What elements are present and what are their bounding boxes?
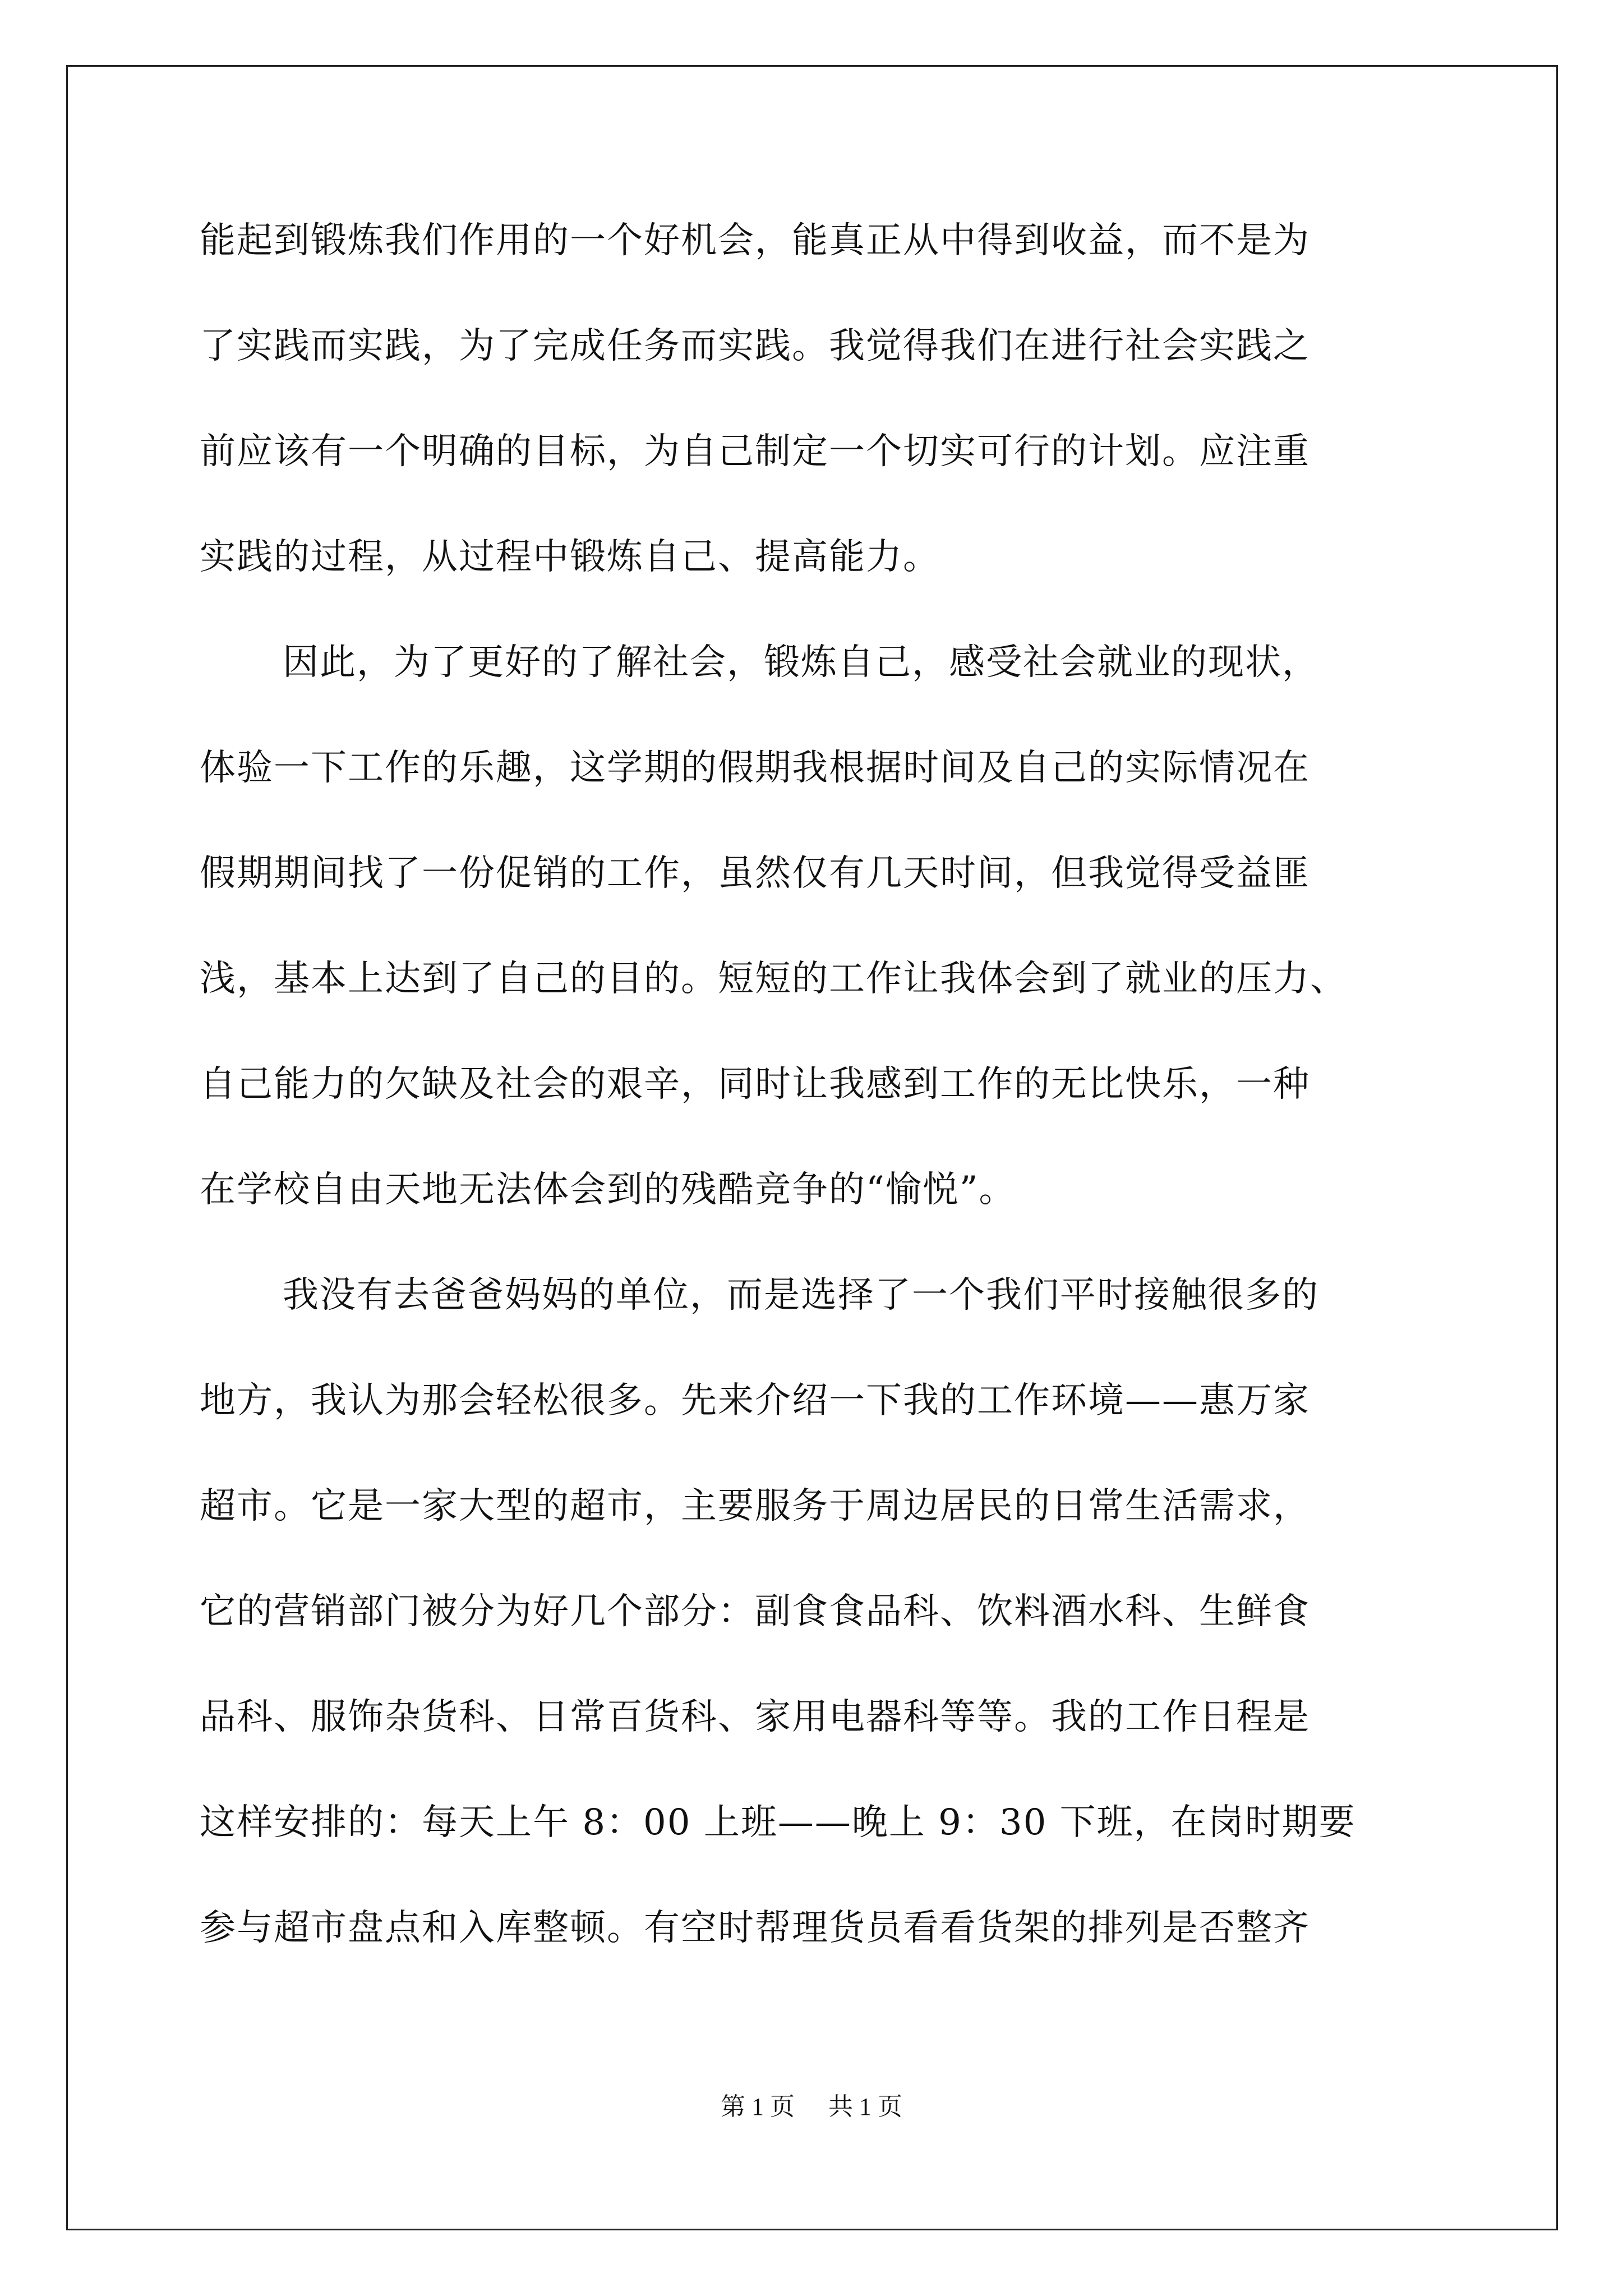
text-line: 这样安排的：每天上午 8：00 上班——晚上 9：30 下班，在岗时期要 — [200, 1802, 1356, 1843]
text-line: 地方，我认为那会轻松很多。先来介绍一下我的工作环境——惠万家 — [200, 1380, 1310, 1421]
page-footer — [0, 2091, 1623, 2123]
text-line: 参与超市盘点和入库整顿。有空时帮理货员看看货架的排列是否整齐 — [200, 1907, 1310, 1949]
text-line: 浅，基本上达到了自己的目的。短短的工作让我体会到了就业的压力、 — [200, 958, 1347, 1000]
text-line: 超市。它是一家大型的超市，主要服务于周边居民的日常生活需求， — [200, 1485, 1310, 1527]
text-line: 体验一下工作的乐趣，这学期的假期我根据时间及自己的实际情况在 — [200, 747, 1310, 789]
text-line: 实践的过程，从过程中锻炼自己、提高能力。 — [200, 536, 940, 578]
text-line: 假期期间找了一份促销的工作，虽然仅有几天时间，但我觉得受益匪 — [200, 853, 1310, 894]
text-line: 在学校自由天地无法体会到的残酷竞争的“愉悦”。 — [200, 1169, 1016, 1211]
text-line: 品科、服饰杂货科、日常百货科、家用电器科等等。我的工作日程是 — [200, 1696, 1310, 1738]
text-line: 前应该有一个明确的目标，为自己制定一个切实可行的计划。应注重 — [200, 431, 1310, 472]
text-line: 能起到锻炼我们作用的一个好机会，能真正从中得到收益，而不是为 — [200, 220, 1310, 261]
paragraph-first-line: 我没有去爸爸妈妈的单位，而是选择了一个我们平时接触很多的 — [283, 1274, 1319, 1316]
page-number: 第 1 页 — [721, 2093, 795, 2120]
document-body — [200, 219, 1422, 2012]
text-line: 它的营销部门被分为好几个部分：副食食品科、饮料酒水科、生鲜食 — [200, 1591, 1310, 1632]
text-line: 了实践而实践，为了完成任务而实践。我觉得我们在进行社会实践之 — [200, 325, 1310, 367]
text-line: 自己能力的欠缺及社会的艰辛，同时让我感到工作的无比快乐，一种 — [200, 1064, 1310, 1105]
page-total: 共 1 页 — [828, 2093, 902, 2120]
paragraph-first-line: 因此，为了更好的了解社会，锻炼自己，感受社会就业的现状， — [283, 642, 1319, 683]
